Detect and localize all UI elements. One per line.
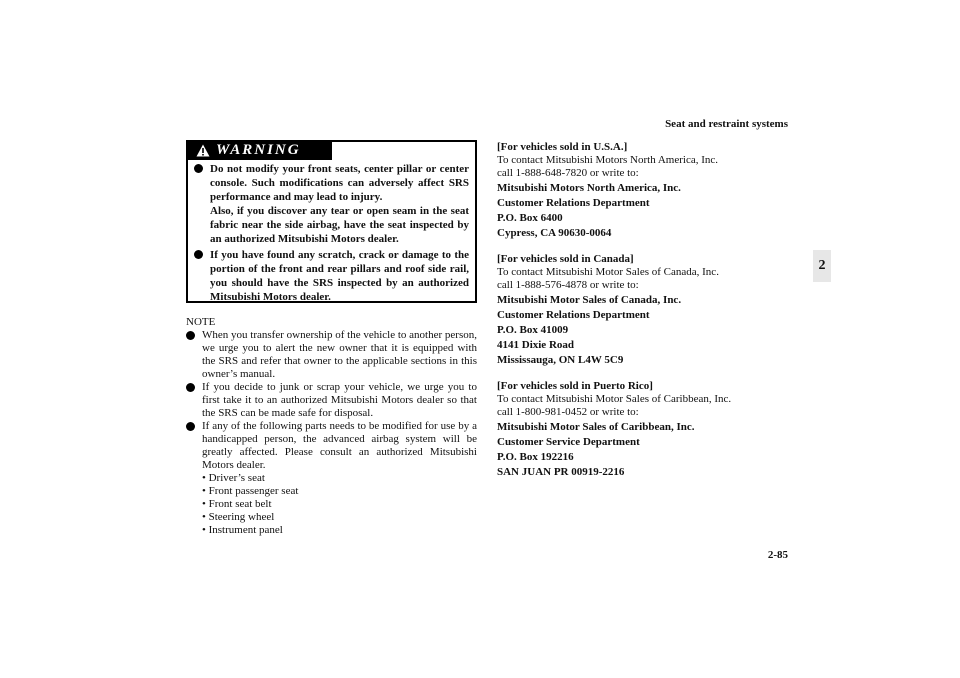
warning-triangle-icon	[196, 144, 210, 157]
chapter-tab: 2	[813, 250, 831, 282]
part-list-item: • Front passenger seat	[202, 485, 299, 497]
note-item	[186, 329, 477, 381]
warning-header	[186, 140, 332, 160]
address-line: P.O. Box 6400	[497, 212, 563, 224]
warning-text: If you have found any scratch, crack or damage to the portion of the front and rear pillars and roof side rail, you should have the SRS inspected by an authorized Mitsubishi Motors dealer.	[210, 249, 469, 303]
contact-heading: [For vehicles sold in Canada]	[497, 253, 634, 265]
address-line: Customer Relations Department	[497, 197, 650, 209]
warning-title: WARNING	[216, 142, 301, 158]
contact-section-usa	[497, 141, 797, 240]
contact-intro: To contact Mitsubishi Motor Sales of Canada, Inc.	[497, 266, 719, 278]
warning-item	[194, 248, 469, 304]
contact-intro: To contact Mitsubishi Motors North America, Inc.	[497, 154, 719, 166]
note-block	[186, 316, 477, 537]
note-text: If you decide to junk or scrap your vehicle, we urge you to first take it to an authorized Mitsubishi Motors dealer so that the SRS can be made safe for disposal.	[202, 381, 477, 419]
contact-heading: [For vehicles sold in Puerto Rico]	[497, 380, 653, 392]
address-line: Mitsubishi Motor Sales of Canada, Inc.	[497, 294, 682, 306]
part-list-item: • Front seat belt	[202, 498, 272, 510]
bullet-icon	[194, 250, 203, 259]
contact-intro: To contact Mitsubishi Motor Sales of Caribbean, Inc.	[497, 393, 732, 405]
part-list-item: • Steering wheel	[202, 511, 275, 523]
note-item	[186, 420, 477, 537]
contact-heading: [For vehicles sold in U.S.A.]	[497, 141, 628, 153]
address-line: Customer Service Department	[497, 436, 640, 448]
warning-box	[186, 140, 477, 303]
contact-intro: call 1-800-981-0452 or write to:	[497, 406, 639, 418]
warning-item	[194, 162, 469, 246]
bullet-icon	[186, 331, 195, 340]
address-line: P.O. Box 41009	[497, 324, 569, 336]
note-text: When you transfer ownership of the vehicle to another person, we urge you to alert the new owner that it is equipped with the SRS and refer that owner to the applicable sections in this owner’s manual.	[202, 329, 477, 380]
spacer	[497, 240, 797, 253]
address-line: SAN JUAN PR 00919-2216	[497, 466, 625, 478]
note-label: NOTE	[186, 316, 216, 328]
part-list-item: • Driver’s seat	[202, 472, 265, 484]
warning-text: Also, if you discover any tear or open seam in the seat fabric near the side airbag, have the seat inspected by an authorized Mitsubishi Motors dealer.	[210, 205, 469, 245]
address-line: P.O. Box 192216	[497, 451, 574, 463]
contact-intro: call 1-888-648-7820 or write to:	[497, 167, 639, 179]
address-line: Mitsubishi Motor Sales of Caribbean, Inc.	[497, 421, 695, 433]
warning-text: Do not modify your front seats, center pillar or center console. Such modifications can adversely affect SRS performance and may lead to injury.	[210, 163, 469, 203]
bullet-icon	[194, 164, 203, 173]
address-line: 4141 Dixie Road	[497, 339, 574, 351]
contact-column	[497, 141, 797, 479]
spacer	[497, 367, 797, 380]
note-text: If any of the following parts needs to be modified for use by a handicapped person, the advanced airbag system will be greatly affected. Please consult an authorized Mitsubishi Motors dealer.	[202, 420, 477, 471]
contact-intro: call 1-888-576-4878 or write to:	[497, 279, 639, 291]
bullet-icon	[186, 383, 195, 392]
address-line: Customer Relations Department	[497, 309, 650, 321]
address-line: Mitsubishi Motors North America, Inc.	[497, 182, 681, 194]
contact-section-canada	[497, 253, 797, 367]
bullet-icon	[186, 422, 195, 431]
address-line: Mississauga, ON L4W 5C9	[497, 354, 624, 366]
note-item	[186, 381, 477, 420]
address-line: Cypress, CA 90630-0064	[497, 227, 612, 239]
section-header-title: Seat and restraint systems	[665, 118, 788, 130]
part-list-item: • Instrument panel	[202, 524, 283, 536]
page-number: 2-85	[767, 549, 788, 561]
contact-section-puerto-rico	[497, 380, 797, 479]
